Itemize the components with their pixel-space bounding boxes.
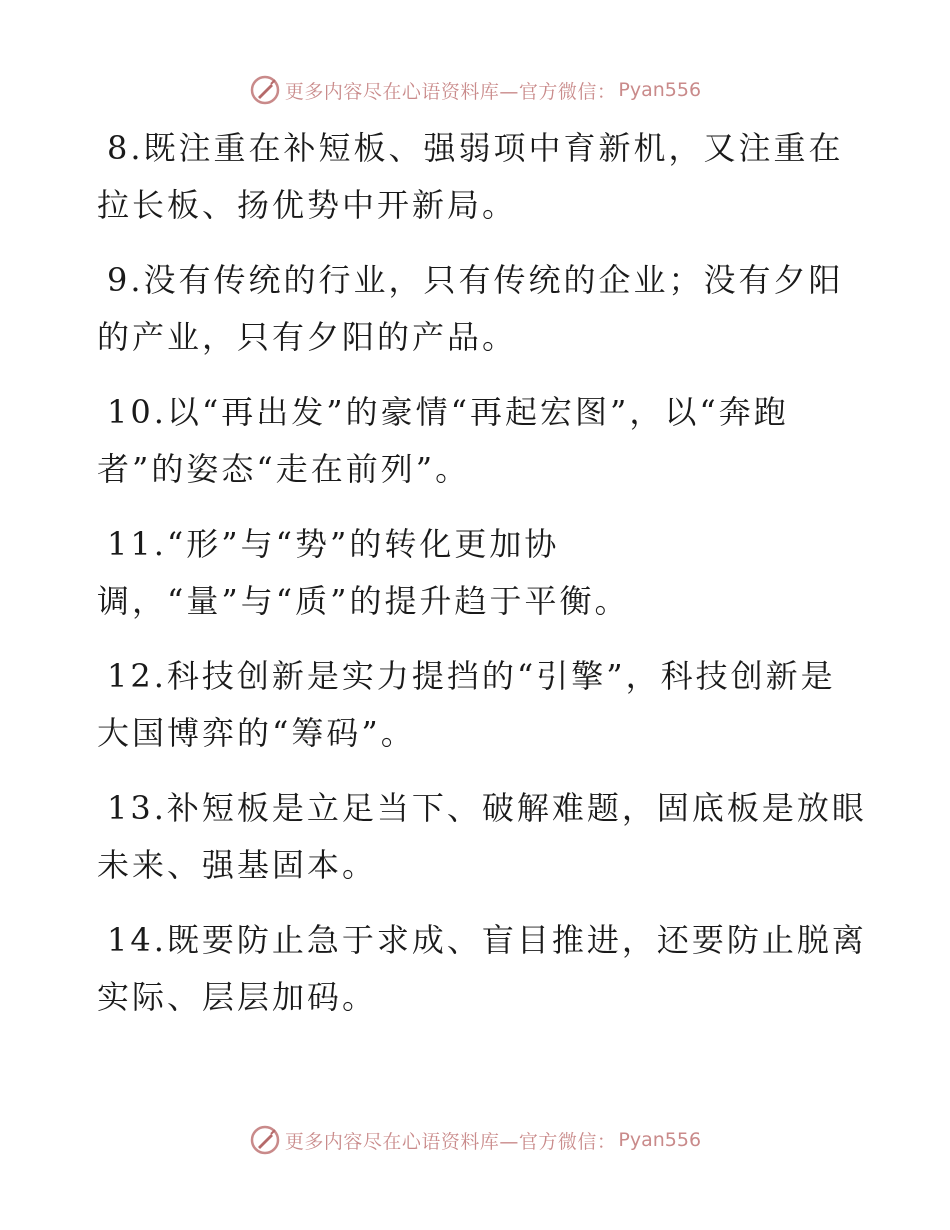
list-item: [97, 912, 867, 1026]
item-line: 调，“量”与“质”的提升趋于平衡。: [97, 582, 630, 620]
footer-watermark: [0, 1120, 950, 1160]
item-line: 大国博弈的“筹码”。: [97, 714, 416, 752]
list-item: [97, 252, 857, 366]
item-line: 的产业，只有夕阳的产品。: [97, 318, 518, 356]
watermark-wechat-id: Pyan556: [618, 1129, 702, 1151]
list-item: [97, 120, 857, 234]
item-line: 9.没有传统的行业，只有传统的企业；没有夕阳: [107, 261, 844, 299]
item-line: 12.科技创新是实力提挡的“引擎”，科技创新是: [107, 657, 836, 695]
item-line: 拉长板、扬优势中开新局。: [97, 186, 518, 224]
item-line: 未来、强基固本。: [97, 846, 378, 884]
item-line: 8.既注重在补短板、强弱项中育新机，又注重在: [107, 129, 844, 167]
watermark-text: 更多内容尽在心语资料库—官方微信：: [284, 1130, 617, 1153]
quill-pen-icon: [249, 74, 281, 106]
list-item: [97, 780, 867, 894]
watermark-wechat-id: Pyan556: [618, 79, 702, 101]
item-line: 10.以“再出发”的豪情“再起宏图”，以“奔跑: [107, 393, 789, 431]
header-watermark: [0, 70, 950, 110]
document-body: [97, 120, 867, 1044]
watermark-text: 更多内容尽在心语资料库—官方微信：: [284, 80, 617, 103]
item-line: 14.既要防止急于求成、盲目推进，还要防止脱离: [107, 921, 867, 959]
quill-pen-icon: [249, 1124, 281, 1156]
list-item: [97, 516, 857, 630]
list-item: [97, 648, 857, 762]
list-item: [97, 384, 857, 498]
item-line: 11.“形”与“势”的转化更加协: [107, 525, 560, 563]
item-line: 者”的姿态“走在前列”。: [97, 450, 471, 488]
item-line: 实际、层层加码。: [97, 978, 378, 1016]
item-line: 13.补短板是立足当下、破解难题，固底板是放眼: [107, 789, 867, 827]
